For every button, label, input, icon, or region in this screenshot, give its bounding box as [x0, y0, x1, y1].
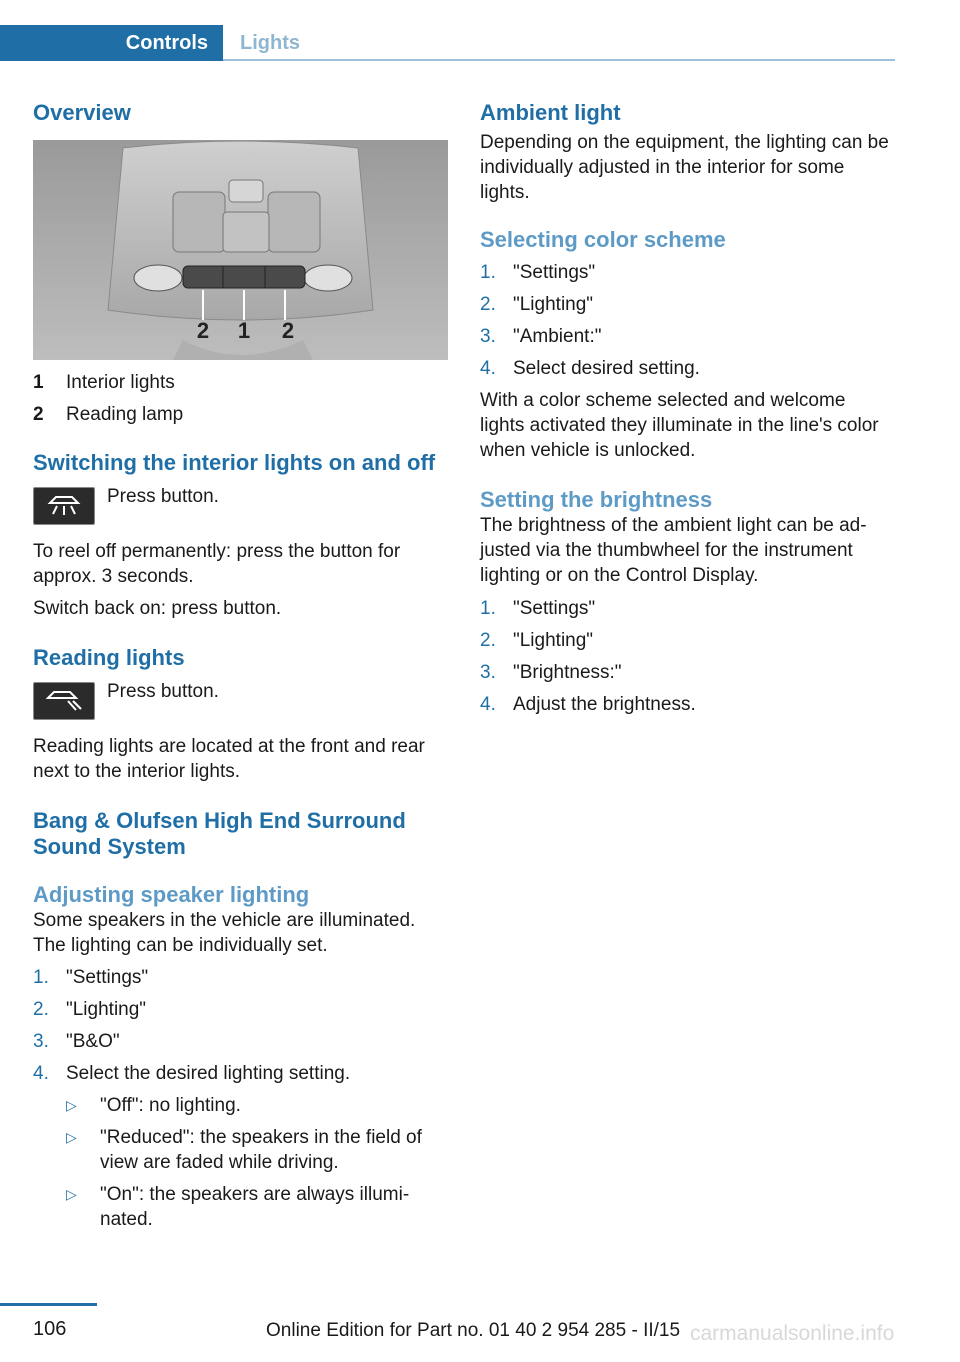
reading-press-text: Press button.: [107, 681, 219, 702]
step-text: Select desired setting.: [513, 358, 700, 379]
list-item: [33, 1061, 445, 1232]
list-item: [480, 692, 892, 717]
header-rule: [223, 59, 895, 61]
legend-item: [33, 370, 445, 395]
left-column: [33, 100, 445, 1232]
figure-label-left: 2: [196, 318, 210, 343]
list-item: [66, 1182, 445, 1232]
step-number: 2.: [33, 999, 49, 1020]
step-text: "Settings": [513, 598, 596, 619]
right-column: [480, 100, 892, 717]
speaker-lighting-subtitle: Adjusting speaker lighting: [33, 882, 310, 907]
list-item: [33, 1029, 445, 1054]
step-text: "Lighting": [513, 294, 594, 315]
reading-light-button-icon: [33, 682, 95, 720]
interior-paragraph: To reel off permanently: press the button for approx. 3 seconds.: [33, 541, 401, 587]
page-header: [0, 0, 895, 62]
triangle-bullet-icon: ▷: [66, 1129, 77, 1145]
list-item: [480, 628, 892, 653]
list-item: [480, 292, 892, 317]
step-number: 1.: [480, 598, 496, 619]
ambient-light-title: Ambient light: [480, 100, 621, 125]
list-item: [66, 1093, 445, 1118]
interior-button-row: [33, 484, 445, 525]
figure-label-center: 1: [237, 318, 251, 343]
step-number: 3.: [480, 662, 496, 683]
interior-light-button-icon: [33, 487, 95, 525]
list-item: [480, 324, 892, 349]
list-item: [480, 260, 892, 285]
tab-lights[interactable]: Lights: [240, 31, 300, 54]
step-number: 4.: [480, 694, 496, 715]
watermark: carmanualsonline.info: [690, 1322, 895, 1345]
list-item: [480, 660, 892, 685]
step-number: 4.: [33, 1063, 49, 1084]
legend-number: 2: [33, 404, 44, 425]
interior-lights-title: Switching the interior lights on and off: [33, 450, 436, 475]
bo-steps-list: [33, 965, 445, 1232]
overview-title: Overview: [33, 100, 131, 125]
step-text: "Lighting": [66, 999, 147, 1020]
step-text: Adjust the brightness.: [513, 694, 696, 715]
step-text: "Settings": [513, 262, 596, 283]
bo-title: Bang & Olufsen High End Surround Sound System: [33, 808, 406, 859]
overhead-console-image: [33, 140, 448, 360]
reading-lights-title: Reading lights: [33, 645, 185, 670]
step-text: "B&O": [66, 1031, 120, 1052]
brightness-subtitle: Setting the brightness: [480, 487, 713, 512]
step-text: "Brightness:": [513, 662, 622, 683]
step-number: 1.: [480, 262, 496, 283]
figure-label-right: 2: [281, 318, 295, 343]
step-number: 1.: [33, 967, 49, 988]
triangle-bullet-icon: ▷: [66, 1186, 77, 1202]
brightness-intro: The brightness of the ambient light can be ad‐ justed via the thumbwheel for the instrument lighting or on the Control Display.: [480, 515, 867, 586]
triangle-bullet-icon: ▷: [66, 1097, 77, 1113]
list-item: [33, 965, 445, 990]
reading-button-row: [33, 679, 445, 720]
step-number: 3.: [480, 326, 496, 347]
bo-intro: Some speakers in the vehicle are illuminated. The lighting can be individually set.: [33, 910, 416, 956]
step-text: "Lighting": [513, 630, 594, 651]
color-steps-list: [480, 260, 892, 381]
legend-item: [33, 402, 445, 427]
legend-text: Reading lamp: [66, 404, 184, 425]
list-item: [33, 997, 445, 1022]
interior-press-text: Press button.: [107, 486, 219, 507]
edition-text: Online Edition for Part no. 01 40 2 954 285 - II/15: [266, 1320, 681, 1341]
legend-text: Interior lights: [66, 372, 175, 393]
option-text: "Reduced": the speakers in the field of view are faded while driving.: [100, 1127, 422, 1173]
reading-paragraph: Reading lights are located at the front and rear next to the interior lights.: [33, 736, 425, 782]
option-text: "Off": no lighting.: [100, 1095, 241, 1116]
step-text: Select the desired lighting setting.: [66, 1063, 351, 1084]
footer-rule: [0, 1303, 97, 1306]
brightness-steps-list: [480, 596, 892, 717]
option-text: "On": the speakers are always illumi‐ nated.: [100, 1184, 410, 1230]
tab-controls[interactable]: Controls: [0, 25, 223, 61]
color-scheme-subtitle: Selecting color scheme: [480, 227, 726, 252]
color-note: With a color scheme selected and welcome lights activated they illuminate in the line's color when vehicle is unlocked.: [480, 390, 879, 461]
step-text: "Settings": [66, 967, 149, 988]
step-number: 2.: [480, 630, 496, 651]
list-item: [66, 1125, 445, 1175]
list-item: [480, 356, 892, 381]
list-item: [480, 596, 892, 621]
step-number: 3.: [33, 1031, 49, 1052]
step-number: 2.: [480, 294, 496, 315]
lighting-options-list: [66, 1093, 445, 1232]
page-number: 106: [33, 1318, 67, 1340]
overhead-console-figure: [33, 140, 448, 360]
step-number: 4.: [480, 358, 496, 379]
step-text: "Ambient:": [513, 326, 602, 347]
ambient-intro: Depending on the equipment, the lighting can be individually adjusted in the interior for some lights.: [480, 132, 889, 203]
legend-number: 1: [33, 372, 44, 393]
interior-paragraph: Switch back on: press button.: [33, 598, 282, 619]
